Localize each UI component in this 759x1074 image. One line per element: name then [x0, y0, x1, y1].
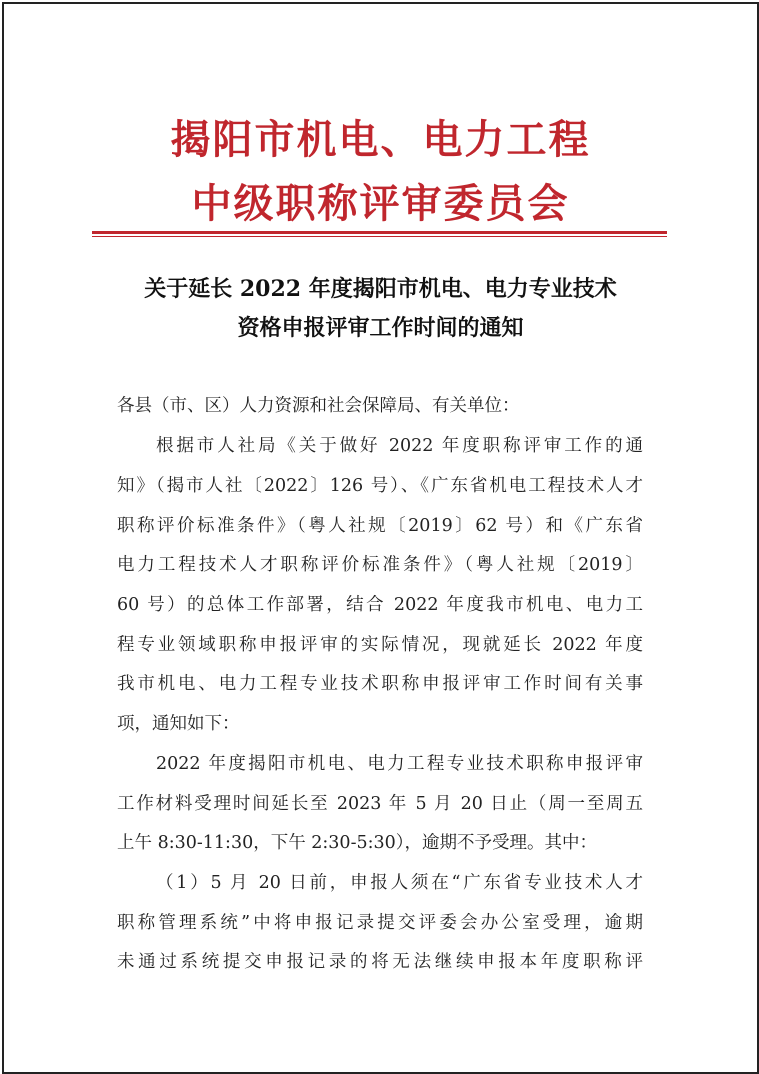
salutation: 各县（市、区）人力资源和社会保障局、有关单位： — [117, 396, 520, 416]
paragraph-1-line: 根据市人社局《关于做好 2022 年度职称评审工作的通 — [156, 436, 643, 456]
issuer-header-line-2: 中级职称评审委员会 — [191, 180, 570, 227]
paragraph-1-line: 电力工程技术人才职称评价标准条件》（粤人社规〔2019〕 — [117, 555, 643, 575]
paragraph-1-line: 60 号）的总体工作部署，结合 2022 年度我市机电、电力工 — [117, 595, 643, 615]
header-red-rule-thin — [92, 236, 667, 237]
paragraph-2-line: 工作材料受理时间延长至 2023 年 5 月 20 日止（周一至周五 — [117, 794, 643, 814]
notice-title-line-2: 资格申报评审工作时间的通知 — [237, 315, 524, 341]
header-red-rule — [92, 231, 667, 234]
paragraph-3-line: 职称管理系统”中将申报记录提交评委会办公室受理，逾期 — [117, 913, 643, 933]
paragraph-3-line: （1）5 月 20 日前，申报人须在“广东省专业技术人才 — [156, 873, 643, 893]
document-page — [2, 2, 759, 1074]
paragraph-1-line: 知》（揭市人社〔2022〕126 号）、《广东省机电工程技术人才 — [117, 476, 643, 496]
issuer-header-line-1: 揭阳市机电、电力工程 — [170, 116, 591, 163]
paragraph-3-line: 未通过系统提交申报记录的将无法继续申报本年度职称评 — [117, 952, 643, 972]
paragraph-1-line: 我市机电、电力工程专业技术职称申报评审工作时间有关事 — [117, 674, 643, 694]
paragraph-1-line: 职称评价标准条件》（粤人社规〔2019〕62 号）和《广东省 — [117, 516, 643, 536]
notice-title-line-1: 关于延长 2022 年度揭阳市机电、电力专业技术 — [144, 276, 617, 302]
paragraph-1-line: 项，通知如下： — [117, 714, 240, 734]
paragraph-1-line: 程专业领域职称申报评审的实际情况，现就延长 2022 年度 — [117, 635, 643, 655]
paragraph-2-line: 2022 年度揭阳市机电、电力工程专业技术职称申报评审 — [156, 754, 643, 774]
paragraph-2-line: 上午 8:30-11:30，下午 2:30-5:30），逾期不予受理。其中： — [117, 833, 598, 853]
